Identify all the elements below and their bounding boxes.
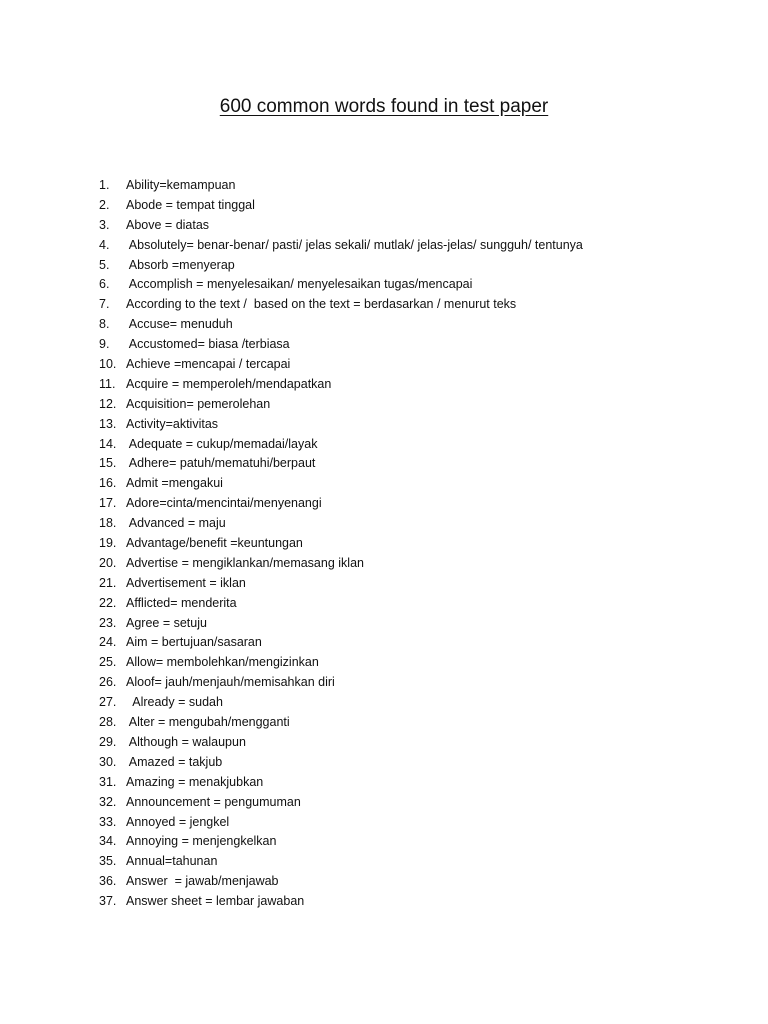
item-number: 28. bbox=[99, 715, 117, 730]
item-number: 4. bbox=[99, 237, 110, 252]
list-item bbox=[0, 653, 768, 673]
item-number: 32. bbox=[99, 794, 117, 809]
item-text: Answer = jawab/menjawab bbox=[126, 874, 279, 889]
item-text: Ability=kemampuan bbox=[126, 178, 236, 192]
item-text: Above = diatas bbox=[126, 217, 210, 232]
list-item bbox=[0, 514, 768, 534]
item-number: 31. bbox=[99, 774, 117, 789]
item-text: Advertisement = iklan bbox=[126, 575, 246, 590]
item-number: 11. bbox=[99, 376, 116, 391]
list-item bbox=[0, 415, 768, 435]
list-item bbox=[0, 355, 768, 375]
item-text: Acquisition= pemerolehan bbox=[126, 396, 271, 411]
list-item bbox=[0, 753, 768, 773]
list-item bbox=[0, 614, 768, 634]
item-number: 16. bbox=[99, 476, 117, 491]
item-number: 1. bbox=[99, 178, 110, 192]
item-number: 37. bbox=[99, 894, 117, 909]
list-item bbox=[0, 713, 768, 733]
list-item bbox=[0, 673, 768, 693]
item-text: Although = walaupun bbox=[126, 734, 246, 749]
item-number: 7. bbox=[99, 297, 110, 312]
item-number: 17. bbox=[99, 496, 117, 511]
item-text: Accustomed= biasa /terbiasa bbox=[126, 337, 290, 352]
item-number: 33. bbox=[99, 814, 117, 829]
item-text: Acquire = memperoleh/mendapatkan bbox=[126, 376, 332, 391]
item-number: 10. bbox=[99, 357, 117, 372]
list-item bbox=[0, 832, 768, 852]
item-number: 24. bbox=[99, 635, 117, 650]
item-text: Accuse= menuduh bbox=[126, 317, 233, 332]
item-number: 26. bbox=[99, 675, 117, 690]
list-item bbox=[0, 375, 768, 395]
item-number: 20. bbox=[99, 555, 117, 570]
item-text: Aloof= jauh/menjauh/memisahkan diri bbox=[126, 675, 335, 690]
item-text: Adequate = cukup/memadai/layak bbox=[126, 436, 318, 451]
list-item bbox=[0, 872, 768, 892]
item-number: 2. bbox=[99, 197, 110, 212]
item-number: 3. bbox=[99, 217, 110, 232]
item-number: 23. bbox=[99, 615, 117, 630]
list-item bbox=[0, 574, 768, 594]
item-text: Achieve =mencapai / tercapai bbox=[126, 357, 291, 372]
item-text: Adhere= patuh/mematuhi/berpaut bbox=[126, 456, 316, 471]
item-number: 13. bbox=[99, 416, 117, 431]
item-text: Advanced = maju bbox=[126, 516, 226, 531]
list-item bbox=[0, 275, 768, 295]
item-text: Announcement = pengumuman bbox=[126, 794, 301, 809]
item-text: Annual=tahunan bbox=[126, 854, 218, 869]
list-item bbox=[0, 196, 768, 216]
item-text: According to the text / based on the text = berdasarkan / menurut teks bbox=[126, 297, 517, 312]
list-item bbox=[0, 315, 768, 335]
list-item bbox=[0, 435, 768, 455]
item-number: 36. bbox=[99, 874, 117, 889]
item-number: 6. bbox=[99, 277, 110, 292]
list-item bbox=[0, 494, 768, 514]
list-item bbox=[0, 813, 768, 833]
item-text: Alter = mengubah/mengganti bbox=[126, 715, 290, 730]
list-item bbox=[0, 454, 768, 474]
list-item bbox=[0, 852, 768, 872]
list-item bbox=[0, 256, 768, 276]
item-text: Annoyed = jengkel bbox=[126, 814, 230, 829]
item-number: 14. bbox=[99, 436, 117, 451]
item-text: Amazed = takjub bbox=[126, 754, 223, 769]
item-text: Admit =mengakui bbox=[126, 476, 223, 491]
item-text: Afflicted= menderita bbox=[126, 595, 237, 610]
list-item bbox=[0, 892, 768, 912]
item-number: 34. bbox=[99, 834, 117, 849]
list-item bbox=[0, 594, 768, 614]
list-item bbox=[0, 216, 768, 236]
list-item bbox=[0, 295, 768, 315]
page-title: 600 common words found in test paper bbox=[219, 96, 549, 117]
item-text: Aim = bertujuan/sasaran bbox=[126, 635, 262, 650]
item-text: Advertise = mengiklankan/memasang iklan bbox=[126, 555, 364, 570]
item-text: Advantage/benefit =keuntungan bbox=[126, 536, 303, 551]
item-number: 29. bbox=[99, 734, 117, 749]
item-text: Annoying = menjengkelkan bbox=[126, 834, 277, 849]
item-text: Already = sudah bbox=[126, 695, 223, 710]
item-number: 8. bbox=[99, 317, 110, 332]
item-text: Abode = tempat tinggal bbox=[126, 197, 255, 212]
item-number: 27. bbox=[99, 695, 117, 710]
item-text: Amazing = menakjubkan bbox=[126, 774, 264, 789]
list-item bbox=[0, 335, 768, 355]
list-item bbox=[0, 793, 768, 813]
list-item bbox=[0, 633, 768, 653]
item-number: 35. bbox=[99, 854, 117, 869]
item-number: 30. bbox=[99, 754, 117, 769]
list-item bbox=[0, 236, 768, 256]
item-text: Agree = setuju bbox=[126, 615, 207, 630]
item-text: Allow= membolehkan/mengizinkan bbox=[126, 655, 319, 670]
item-number: 25. bbox=[99, 655, 117, 670]
list-item bbox=[0, 474, 768, 494]
item-text: Absorb =menyerap bbox=[126, 257, 235, 272]
item-text: Answer sheet = lembar jawaban bbox=[126, 894, 305, 909]
item-number: 15. bbox=[99, 456, 117, 471]
item-number: 9. bbox=[99, 337, 110, 352]
list-item bbox=[0, 773, 768, 793]
list-item bbox=[0, 176, 768, 196]
list-item bbox=[0, 534, 768, 554]
list-item bbox=[0, 395, 768, 415]
item-text: Absolutely= benar-benar/ pasti/ jelas sekali/ mutlak/ jelas-jelas/ sungguh/ tentunya bbox=[126, 237, 583, 252]
item-number: 18. bbox=[99, 516, 117, 531]
list-item bbox=[0, 693, 768, 713]
item-number: 21. bbox=[99, 575, 117, 590]
item-number: 12. bbox=[99, 396, 117, 411]
item-number: 22. bbox=[99, 595, 117, 610]
item-number: 5. bbox=[99, 257, 110, 272]
item-text: Accomplish = menyelesaikan/ menyelesaikan tugas/mencapai bbox=[126, 277, 473, 292]
item-number: 19. bbox=[99, 536, 117, 551]
item-text: Adore=cinta/mencintai/menyenangi bbox=[126, 496, 322, 511]
list-item bbox=[0, 554, 768, 574]
list-item bbox=[0, 733, 768, 753]
item-text: Activity=aktivitas bbox=[126, 416, 219, 431]
word-list bbox=[0, 176, 768, 912]
